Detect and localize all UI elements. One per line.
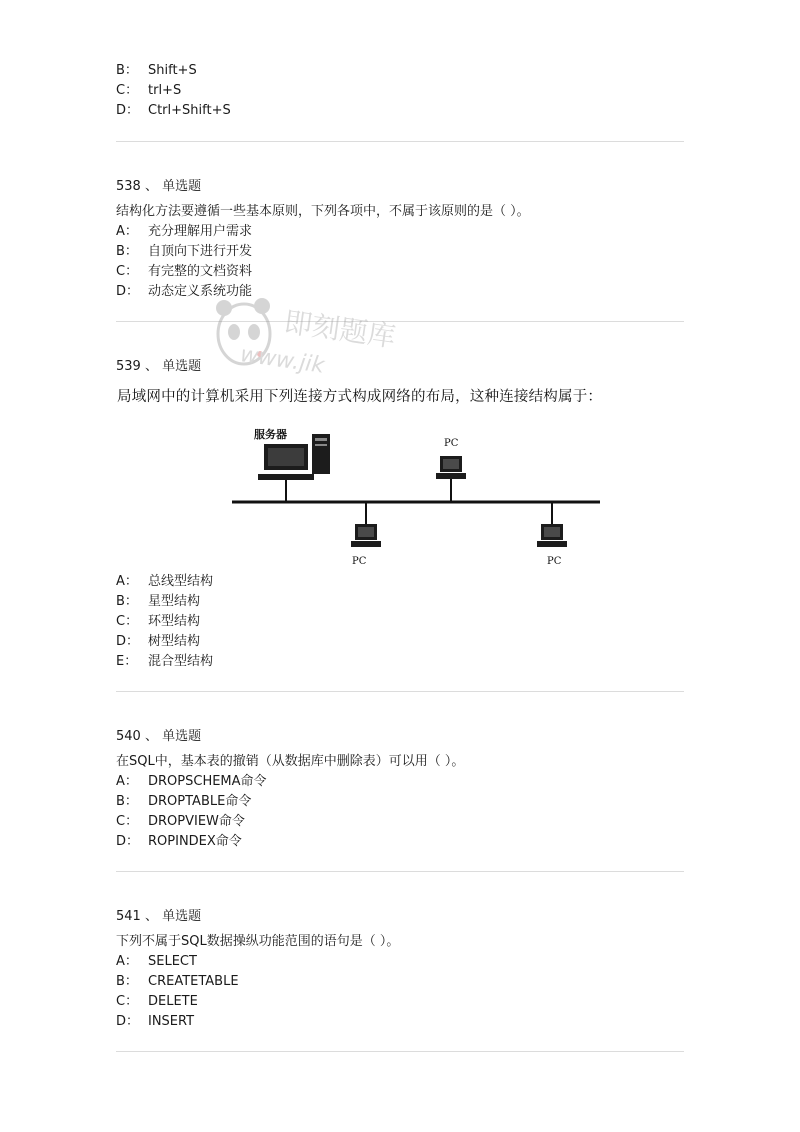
option-c: C： DROPVIEW命令 bbox=[116, 814, 245, 829]
pc-label: PC bbox=[444, 438, 459, 449]
question-stem: 结构化方法要遵循一些基本原则，下列各项中，不属于该原则的是（ ）。 bbox=[116, 204, 530, 219]
option-a: A： DROPSCHEMA命令 bbox=[116, 774, 267, 789]
option-c: C： DELETE bbox=[116, 994, 198, 1009]
watermark-url: www.jik bbox=[238, 342, 326, 379]
separator bbox=[116, 871, 684, 872]
option-b: B： DROPTABLE命令 bbox=[116, 794, 252, 809]
option-d: D： Ctrl+Shift+S bbox=[116, 103, 231, 118]
pc-label: PC bbox=[352, 556, 367, 567]
option-b: B： Shift+S bbox=[116, 63, 197, 78]
question-stem: 在SQL中，基本表的撤销（从数据库中删除表）可以用（ ）。 bbox=[116, 754, 465, 769]
option-d: D： INSERT bbox=[116, 1014, 195, 1029]
panda-logo-icon bbox=[210, 292, 280, 372]
option-b: B： CREATETABLE bbox=[116, 974, 239, 989]
question-header: 539 、 单选题 bbox=[116, 359, 202, 374]
option-c: C： 环型结构 bbox=[116, 614, 201, 629]
question-header: 540 、 单选题 bbox=[116, 729, 202, 744]
pc-icon bbox=[436, 456, 466, 479]
option-d: D： 动态定义系统功能 bbox=[116, 284, 253, 299]
watermark-brand: 即刻题库 bbox=[282, 305, 398, 354]
pc-icon bbox=[351, 524, 381, 547]
option-d: D： 树型结构 bbox=[116, 634, 201, 649]
watermark bbox=[210, 292, 430, 382]
separator bbox=[116, 141, 684, 142]
separator bbox=[116, 1051, 684, 1052]
option-a: A： 充分理解用户需求 bbox=[116, 224, 253, 239]
pc-label: PC bbox=[547, 556, 562, 567]
question-header: 538 、 单选题 bbox=[116, 179, 202, 194]
option-b: B： 星型结构 bbox=[116, 594, 201, 609]
pc-icon bbox=[537, 524, 567, 547]
option-c: C： 有完整的文档资料 bbox=[116, 264, 253, 279]
separator bbox=[116, 691, 684, 692]
option-b: B： 自顶向下进行开发 bbox=[116, 244, 253, 259]
option-a: A： 总线型结构 bbox=[116, 574, 214, 589]
question-stem: 下列不属于SQL数据操纵功能范围的语句是（ ）。 bbox=[116, 934, 400, 949]
option-d: D： ROPINDEX命令 bbox=[116, 834, 242, 849]
option-c: C： trl+S bbox=[116, 83, 182, 98]
question-stem: 局域网中的计算机采用下列连接方式构成网络的布局，这种连接结构属于： bbox=[117, 389, 603, 405]
question-header: 541 、 单选题 bbox=[116, 909, 202, 924]
separator bbox=[116, 321, 684, 322]
bus-topology-figure bbox=[226, 420, 606, 580]
server-label: 服务器 bbox=[254, 428, 287, 441]
option-a: A： SELECT bbox=[116, 954, 197, 969]
option-e: E： 混合型结构 bbox=[116, 654, 214, 669]
